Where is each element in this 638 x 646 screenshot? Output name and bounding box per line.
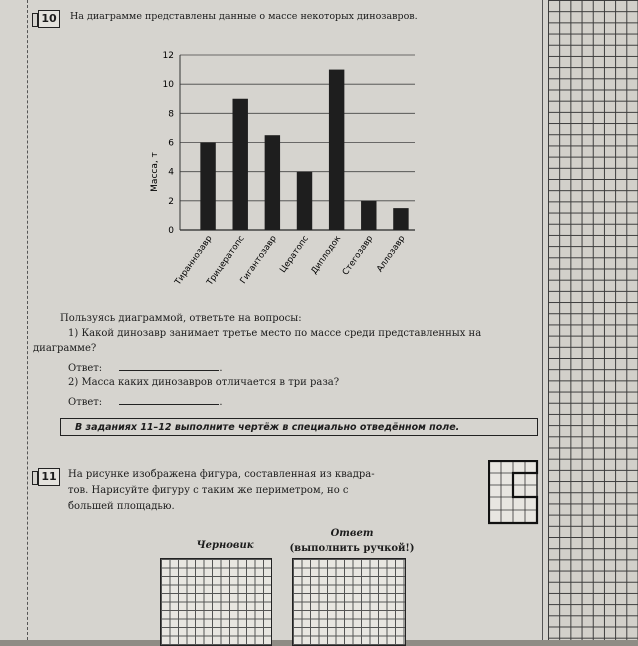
bar — [265, 135, 280, 230]
answer-1-label: Ответ: — [68, 363, 103, 374]
bar — [393, 208, 408, 230]
answer-2-field[interactable] — [119, 394, 219, 405]
question-2: 2) Масса каких динозавров отличается в три раза? — [68, 377, 340, 388]
graph-paper-margin — [548, 0, 638, 640]
task-11-number: 11 — [38, 468, 60, 486]
x-tick-label: Тираннозавр — [173, 233, 215, 288]
y-tick-label: 4 — [168, 167, 174, 178]
draft-grid[interactable] — [160, 558, 272, 646]
margin-dashed-line — [27, 0, 28, 640]
bar — [233, 99, 248, 230]
answer-1-row — [68, 360, 223, 376]
square-figure — [488, 460, 540, 526]
answer-grid[interactable] — [292, 558, 406, 646]
chart-y-ticks — [163, 51, 175, 236]
right-margin-rule — [542, 0, 543, 640]
instruction-box: В заданиях 11–12 выполните чертёж в специально отведённом поле. — [60, 418, 538, 436]
y-tick-label: 10 — [162, 80, 174, 91]
task-10-intro: На диаграмме представлены данные о массе некоторых динозавров. — [70, 11, 418, 22]
bar — [200, 143, 215, 231]
task-11-line-1: На рисунке изображена фигура, составленная из квадра- — [68, 469, 375, 480]
bar — [297, 172, 312, 230]
y-tick-label: 12 — [162, 51, 174, 61]
question-1-line-1: 1) Какой динозавр занимает третье место по массе среди представленных на — [68, 328, 482, 339]
y-tick-label: 8 — [168, 109, 174, 120]
chart-bars — [200, 70, 408, 230]
x-tick-label: Стегозавр — [340, 233, 376, 278]
x-tick-label: Аллозавр — [375, 233, 408, 275]
answer-2-row — [68, 394, 223, 410]
chart-y-axis-label: Масса, т — [150, 152, 160, 192]
task-11-line-2: тов. Нарисуйте фигуру с таким же периметром, но с — [68, 485, 349, 496]
x-tick-label: Трицератопс — [205, 233, 247, 288]
question-lead: Пользуясь диаграммой, ответьте на вопросы: — [60, 313, 302, 324]
y-tick-label: 0 — [168, 226, 174, 236]
x-tick-label: Диплодок — [309, 233, 344, 277]
answer-label-top: Ответ — [330, 528, 374, 539]
draft-label: Черновик — [196, 540, 254, 551]
bar — [361, 201, 376, 230]
x-tick-label: Гигантозавр — [238, 233, 279, 286]
y-tick-label: 6 — [168, 138, 174, 149]
answer-label-bottom: (выполнить ручкой!) — [289, 543, 415, 554]
dinosaur-mass-chart — [140, 40, 440, 310]
answer-2-label: Ответ: — [68, 397, 103, 408]
y-tick-label: 2 — [168, 196, 174, 207]
chart-x-labels — [173, 234, 408, 288]
answer-1-field[interactable] — [119, 360, 219, 371]
task-10-number: 10 — [38, 10, 60, 28]
question-1-line-2: диаграмме? — [33, 343, 97, 354]
x-tick-label: Цератопс — [278, 233, 311, 275]
bar — [329, 70, 344, 230]
answer-2-dot: . — [219, 397, 223, 408]
task-11-line-3: большей площадью. — [68, 501, 175, 512]
answer-1-dot: . — [219, 363, 223, 374]
